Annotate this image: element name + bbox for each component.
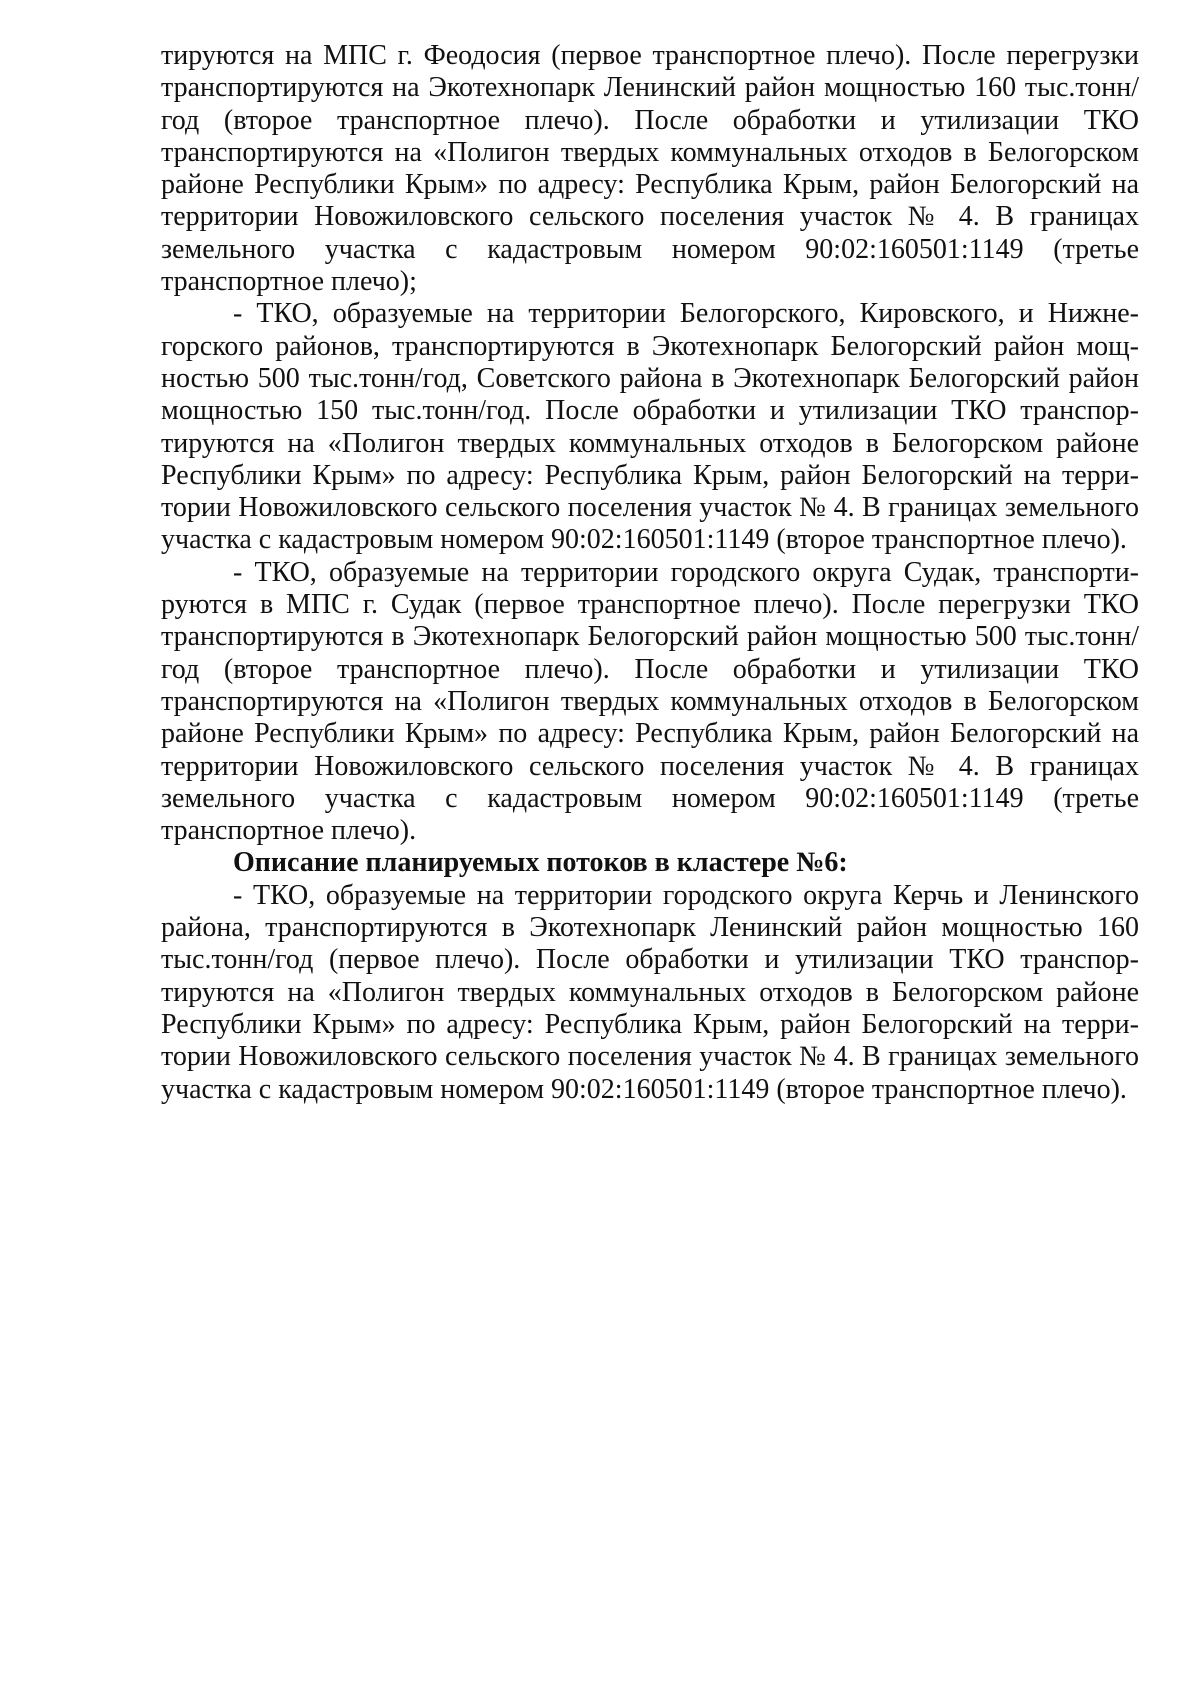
section-heading-cluster-6: Описание планируемых потоков в кластере №6: xyxy=(233,847,848,879)
paragraph-belogorsk-kirov: - ТКО, образуемые на территории Белогорского, Кировского, и Нижнегорского районов, транспортируются в Экотехнопарк Белогорский район мощностью 500 тыс.тонн/год, Советского района в Экотехнопарк Белогорский район мощностью 150 тыс.тонн/год. После обработки и утилизации ТКО транспортируются на «Полигон твердых коммунальных отходов в Белогорском районе Республики Крым» по адресу: Республика Крым, район Белогорский на территории Новожиловского сельского поселения участок № 4. В границах земельного участка с кадастровым номером 90:02:160501:1149 (второе транспортное плечо). xyxy=(161,298,1139,556)
paragraph-continuation: тируются на МПС г. Феодосия (первое транспортное плечо). После перегрузки транспортируются на Экотехнопарк Ленинский район мощностью 160 тыс.тонн/год (второе транспортное плечо). После обработки и утилизации ТКО транспортируются на «Полигон твердых коммунальных отходов в Белогорском районе Республики Крым» по адресу: Республика Крым, район Белогорский на территории Новожиловского сельского поселения участок № 4. В границах земельного участка с кадастровым номером 90:02:160501:1149 (третье транспортное плечо); xyxy=(161,40,1139,298)
paragraph-kerch-lenin: - ТКО, образуемые на территории городского округа Керчь и Ленинского района, транспортируются в Экотехнопарк Ленинский район мощностью 160 тыс.тонн/год (первое плечо). После обработки и утилизации ТКО транспортируются на «Полигон твердых коммунальных отходов в Белогорском районе Республики Крым» по адресу: Республика Крым, район Белогорский на территории Новожиловского сельского поселения участок № 4. В границах земельного участка с кадастровым номером 90:02:160501:1149 (второе транспортное плечо). xyxy=(161,879,1139,1105)
document-page xyxy=(161,40,1139,1106)
paragraph-sudak: - ТКО, образуемые на территории городского округа Судак, транспортируются в МПС г. Судак (первое транспортное плечо). После перегрузки ТКО транспортируются в Экотехнопарк Белогорский район мощностью 500 тыс.тонн/год (второе транспортное плечо). После обработки и утилизации ТКО транспортируются на «Полигон твердых коммунальных отходов в Белогорском районе Республики Крым» по адресу: Республика Крым, район Белогорский на территории Новожиловского сельского поселения участок № 4. В границах земельного участка с кадастровым номером 90:02:160501:1149 (третье транспортное плечо). xyxy=(161,556,1139,847)
